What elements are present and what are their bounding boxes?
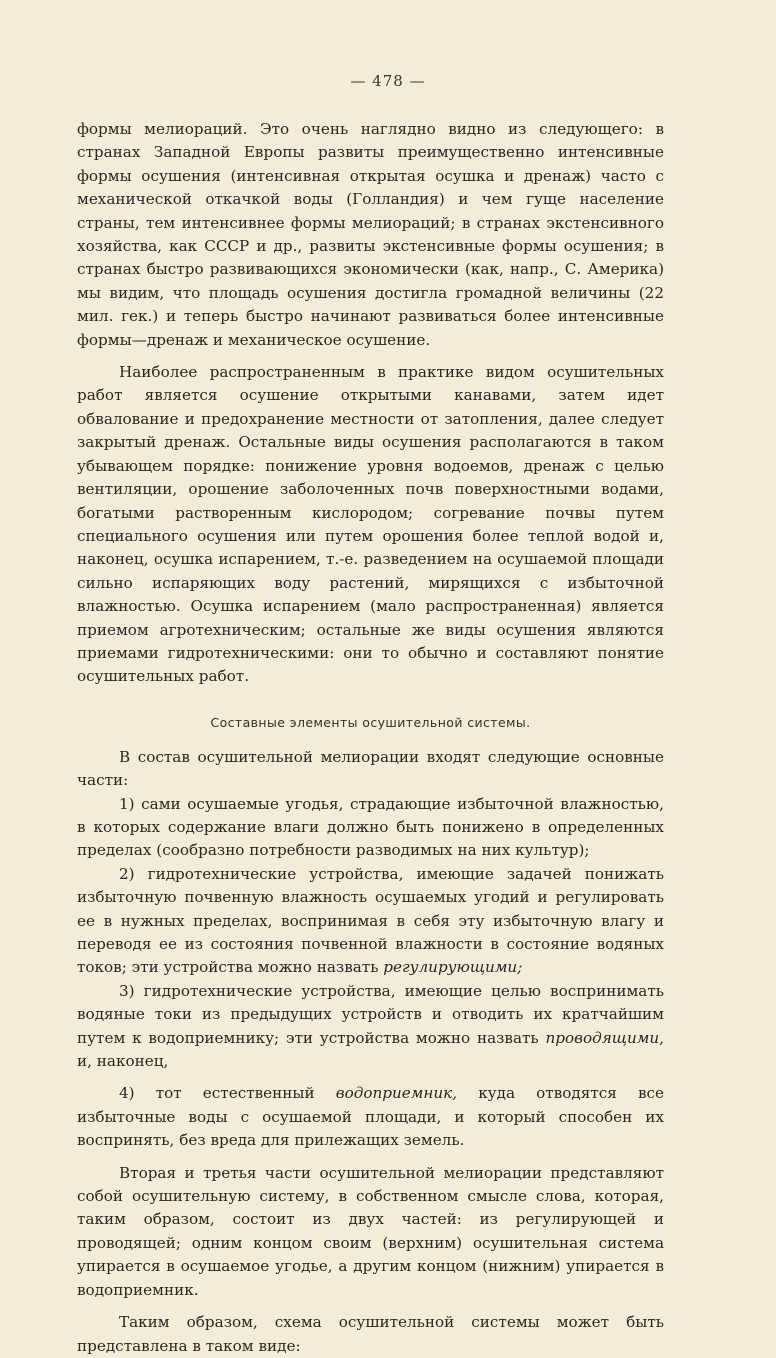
paragraph-system-parts: Вторая и третья части осушительной мелиорации представляют собой осушительную систему, в собственном смысле слова, которая, таким образом, состоит из двух частей: из регулирующей и проводящей; одним концом своим (верхним) осушительная система упирается в осушаемое угодье, а другим концом (нижним) упирается в водоприемник. [77, 1163, 664, 1299]
list-item-4-end: куда отводятся все избыточные воды с осушаемой площади, и который способен их воспринять, без вреда для прилежащих земель. [77, 1084, 664, 1150]
section-heading: Составные элементы осушительной системы. [210, 714, 531, 730]
list-item-2-term: регулирующими; [383, 958, 523, 977]
list-item-3-end: и, наконец, [77, 1052, 169, 1071]
list-item-2-text: 2) гидротехнические устройства, имеющие задачей понижать избыточную почвенную влажность осушаемых угодий и регулировать ее в нужных пределах, воспринимая в себя эту избыточную влагу и переводя ее из состояния почвенной влажности в состояние водяных токов; эти устройства можно назвать [77, 864, 664, 977]
paragraph-drainage-types: Наиболее распространенным в практике видом осушительных работ является осушение открытыми канавами, затем идет обвалование и предохранение местности от затопления, далее следует закрытый дренаж. Остальные виды осушения располагаются в таком убывающем порядке: понижение уровня водоемов, дренаж с целью вентиляции, орошение заболоченных почв поверхностными водами, богатыми растворенным кислородом; согревание почвы путем специального осушения или путем орошения более теплой водой и, наконец, осушка испарением, т.-е. разведением на осушаемой площади сильно испаряющих воду растений, мирящихся с избыточной влажностью. Осушка испарением (мало распространенная) является приемом агротехническим; остальные же виды осушения являются приемами гидротехническими: они то обычно и составляют понятие осушительных работ. [77, 363, 664, 686]
list-item-3-term: проводящими, [545, 1028, 664, 1047]
list-item-4 [77, 1082, 664, 1152]
list-item-3 [77, 980, 664, 1074]
list-item-1: 1) сами осушаемые угодья, страдающие избыточной влажностью, в которых содержание влаги должно быть понижено в определенных пределах (сообразно потребности разводимых на них культур); [77, 794, 664, 860]
list-item-4-start: 4) тот естественный [119, 1084, 315, 1103]
paragraph-components-intro: В состав осушительной мелиорации входят следующие основные части: [77, 747, 664, 790]
page-number: — 478 — [350, 72, 426, 90]
page-body [77, 118, 664, 1358]
list-item-4-term: водоприемник, [335, 1084, 458, 1103]
paragraph-intensive-forms: формы мелиораций. Это очень наглядно видно из следующего: в странах Западной Европы развиты преимущественно интенсивные формы осушения (интенсивная открытая осушка и дренаж) часто с механической откачкой воды (Голландия) и чем гуще население страны, тем интенсивнее формы мелиораций; в странах экстенсивного хозяйства, как СССР и др., развиты экстенсивные формы осушения; в странах быстро развивающихся экономически (как, напр., С. Америка) мы видим, что площадь осушения достигла громадной величины (22 мил. гек.) и теперь быстро начинают развиваться более интенсивные формы—дренаж и механическое осушение. [77, 120, 664, 349]
list-item-2 [77, 863, 664, 980]
paragraph-scheme-intro: Таким образом, схема осушительной системы может быть представлена в таком виде: [77, 1313, 664, 1355]
list-item-3-text: 3) гидротехнические устройства, имеющие целью воспринимать водяные токи из предыдущих устройств и отводить их кратчайшим путем к водоприемнику; эти устройства можно назвать [77, 981, 664, 1047]
